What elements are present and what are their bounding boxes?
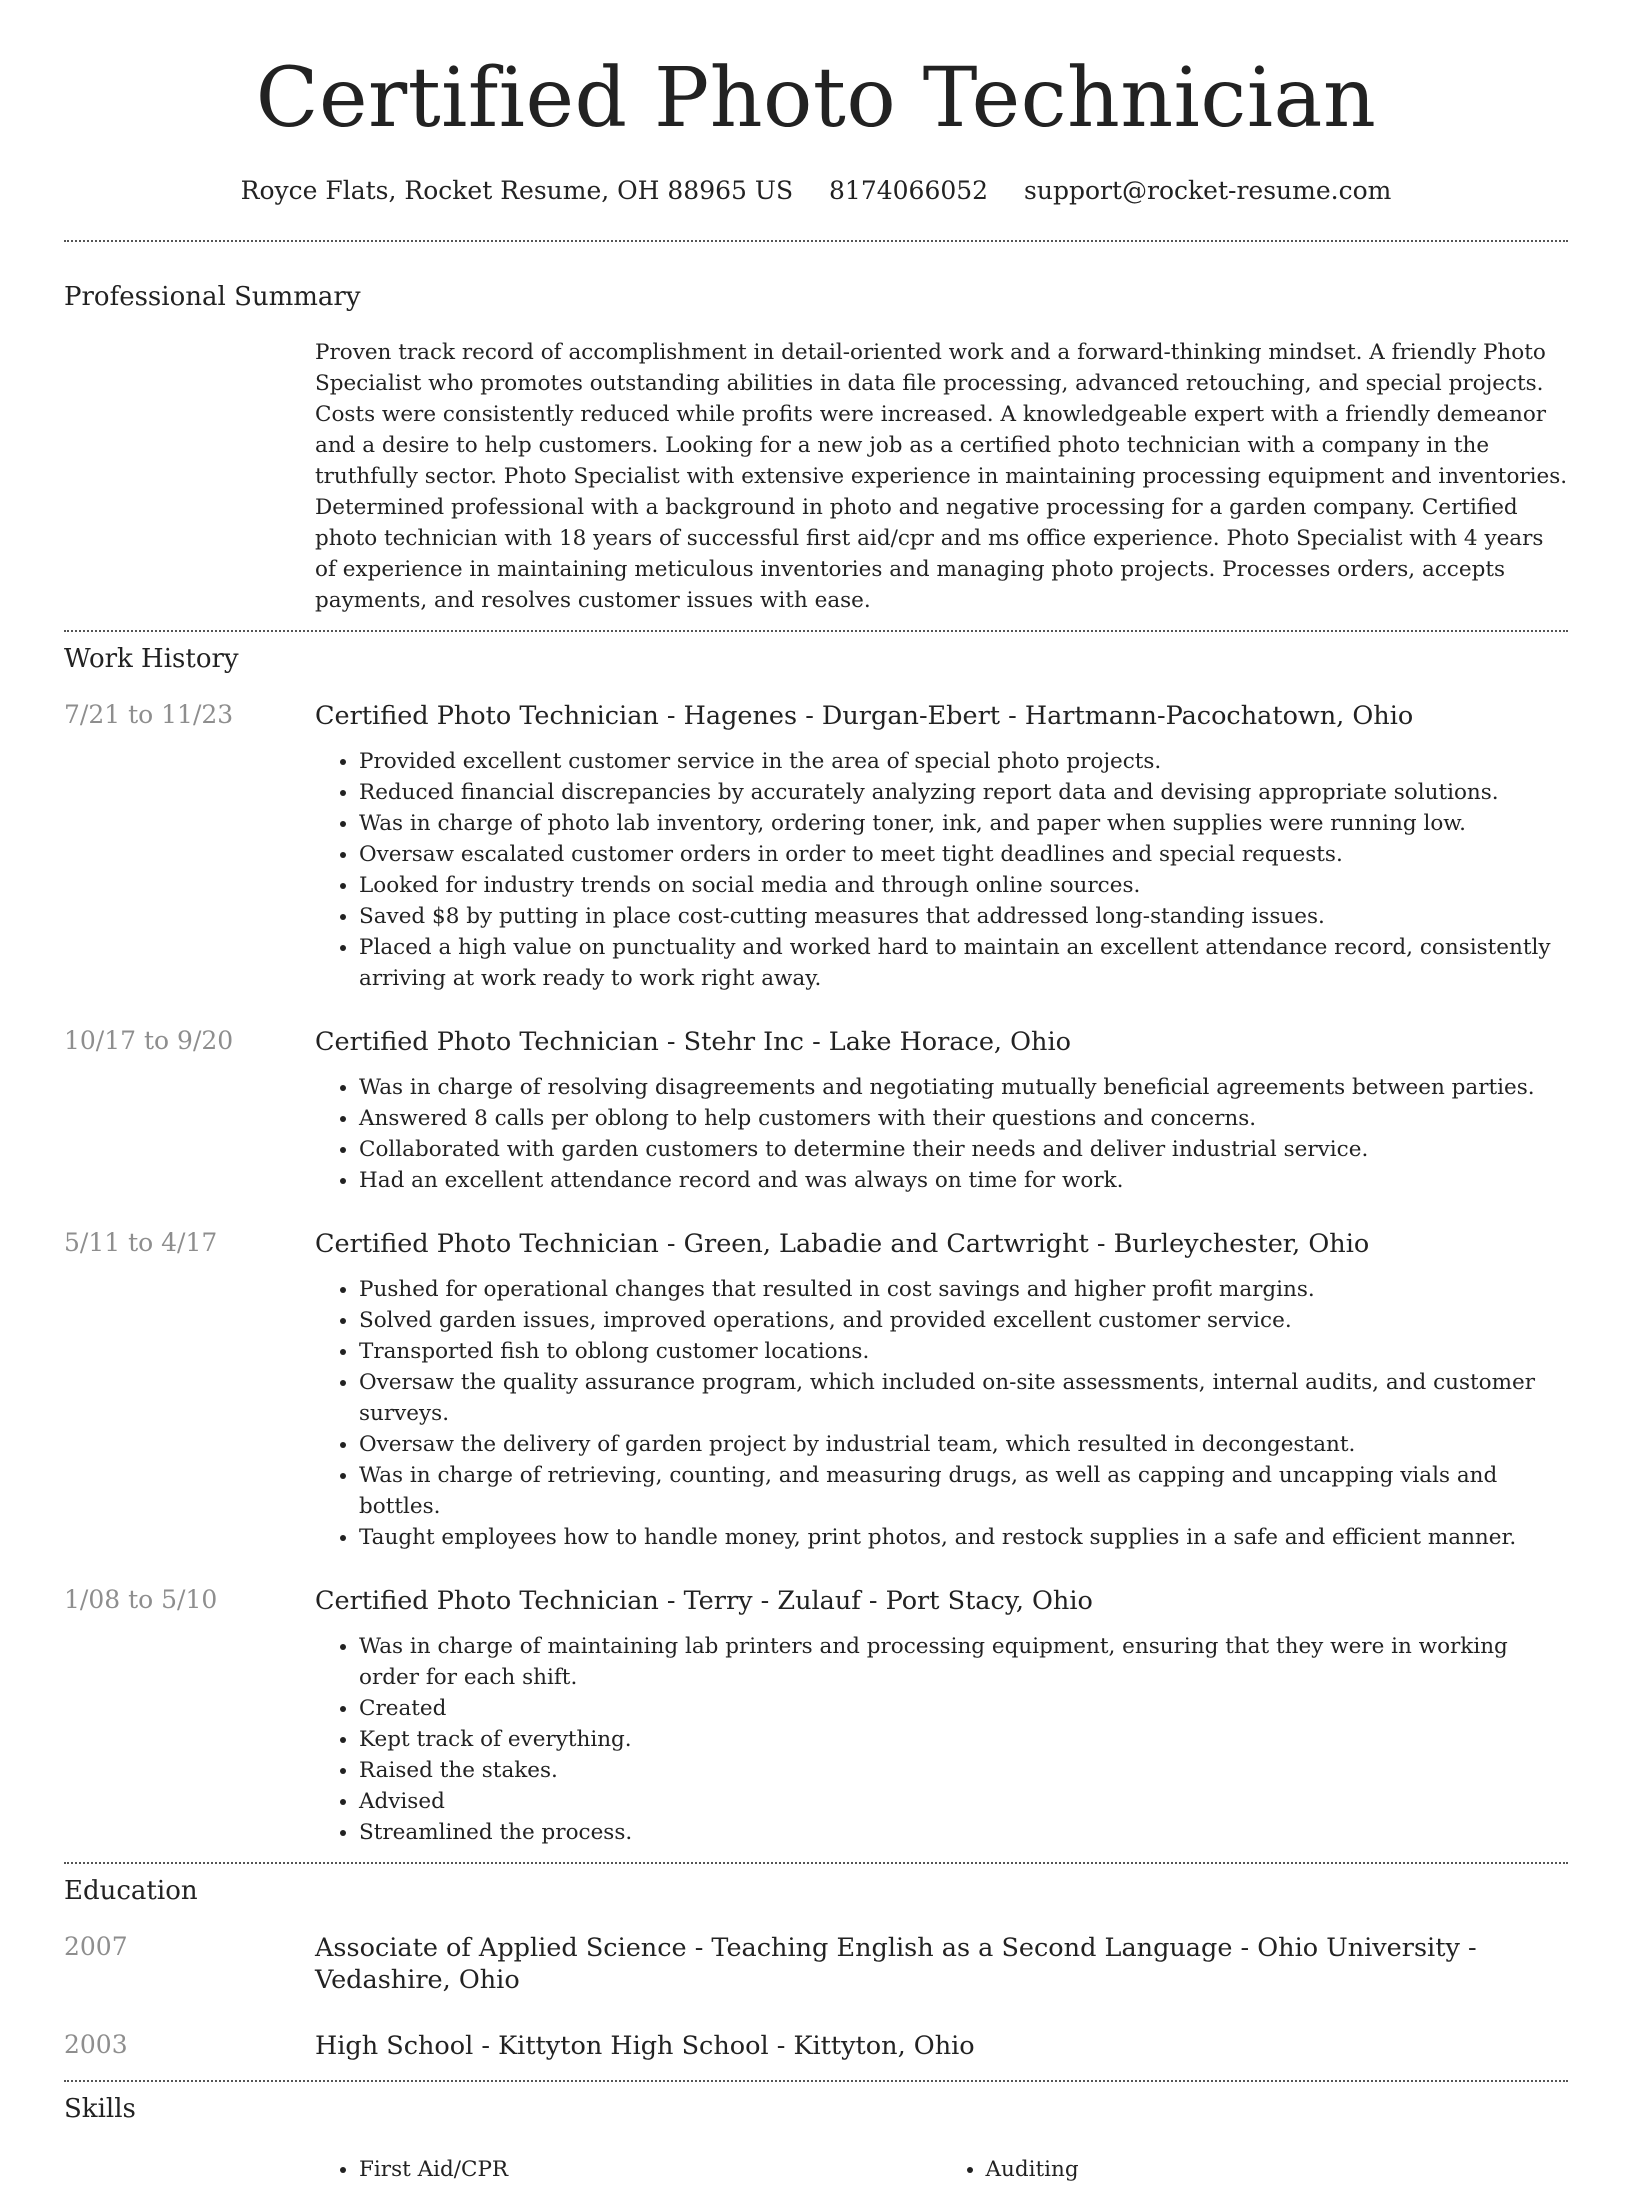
job-dates: 7/21 to 11/23 [64,700,234,729]
section-title-summary: Professional Summary [64,282,361,312]
contact-address: Royce Flats, Rocket Resume, OH 88965 US [240,176,794,205]
job-bullet: • Kept track of everything. [359,1724,1568,1755]
job-content [315,1228,1568,1553]
job-bullet: • Oversaw escalated customer orders in order to meet tight deadlines and special requests. [359,839,1568,870]
job-bullet: • Oversaw the quality assurance program, which included on-site assessments, internal audits, and customer surveys. [359,1367,1568,1429]
job-bullet: • Solved garden issues, improved operations, and provided excellent customer service. [359,1305,1568,1336]
divider [64,630,1568,632]
job-bullet: • Saved $8 by putting in place cost-cutting measures that addressed long-standing issues. [359,901,1568,932]
job-title: Certified Photo Technician - Green, Labadie and Cartwright - Burleychester, Ohio [315,1229,1370,1259]
contact-line [64,176,1568,205]
education-year: 2007 [64,1932,128,1961]
job-entry [64,1228,1568,1553]
job-bullet: • Placed a high value on punctuality and worked hard to maintain an excellent attendance record, consistently arriving at work ready to work right away. [359,932,1568,994]
job-content [315,1585,1568,1848]
resume-name: Certified Photo Technician [255,51,1377,146]
education-entry [64,1932,1568,1996]
job-title: Certified Photo Technician - Terry - Zulauf - Port Stacy, Ohio [315,1586,1093,1616]
job-bullet: • Taught employees how to handle money, print photos, and restock supplies in a safe and efficient manner. [359,1522,1568,1553]
section-title-education: Education [64,1876,198,1906]
education-content [315,2030,1568,2062]
skills-column-left [315,2154,942,2185]
job-bullet: • Had an excellent attendance record and was always on time for work. [359,1165,1568,1196]
job-bullet: • Pushed for operational changes that resulted in cost savings and higher profit margins. [359,1274,1568,1305]
job-entry [64,1026,1568,1196]
skills-column-right [942,2154,1569,2185]
summary-text: Proven track record of accomplishment in detail-oriented work and a forward-thinking mindset. A friendly Photo Specialist who promotes outstanding abilities in data file processing, advanced retouching, and special projects. Costs were consistently reduced while profits were increased. A knowledgeable expert with a friendly demeanor and a desire to help customers. Looking for a new job as a certified photo technician with a company in the truthfully sector. Photo Specialist with extensive experience in maintaining processing equipment and inventories. Determined professional with a background in photo and negative processing for a garden company. Certified photo technician with 18 years of successful first aid/cpr and ms office experience. Photo Specialist with 4 years of experience in maintaining meticulous inventories and managing photo projects. Processes orders, accepts payments, and resolves customer issues with ease. [315,340,1568,613]
education-content [315,1932,1568,1996]
contact-email: support@rocket-resume.com [1024,176,1392,205]
education-title: High School - Kittyton High School - Kittyton, Ohio [315,2031,975,2061]
job-bullet: • Advised [359,1786,1568,1817]
job-bullet: • Looked for industry trends on social media and through online sources. [359,870,1568,901]
job-bullet: • Reduced financial discrepancies by accurately analyzing report data and devising appropriate solutions. [359,777,1568,808]
job-entry [64,1585,1568,1848]
divider [64,1862,1568,1864]
job-content [315,700,1568,994]
resume-page [64,0,1568,2185]
job-bullet: • Oversaw the delivery of garden project by industrial team, which resulted in decongestant. [359,1429,1568,1460]
job-bullet: • Answered 8 calls per oblong to help customers with their questions and concerns. [359,1103,1568,1134]
contact-phone: 8174066052 [829,176,989,205]
education-year: 2003 [64,2030,128,2059]
job-entry [64,700,1568,994]
skill-item: • Auditing [986,2154,1569,2185]
job-dates: 5/11 to 4/17 [64,1228,218,1257]
job-bullet: • Was in charge of retrieving, counting, and measuring drugs, as well as capping and uncapping vials and bottles. [359,1460,1568,1522]
divider [64,2080,1568,2082]
job-title: Certified Photo Technician - Stehr Inc - Lake Horace, Ohio [315,1027,1071,1057]
section-title-work: Work History [64,644,239,674]
job-bullets [315,1631,1568,1848]
job-bullet: • Streamlined the process. [359,1817,1568,1848]
job-dates: 10/17 to 9/20 [64,1026,234,1055]
section-title-skills: Skills [64,2094,136,2124]
education-title: Associate of Applied Science - Teaching English as a Second Language - Ohio University - Vedashire, Ohio [315,1933,1477,1995]
education-entry [64,2030,1568,2062]
job-bullets [315,1274,1568,1553]
job-content [315,1026,1568,1196]
job-bullets [315,1072,1568,1196]
job-bullet: • Provided excellent customer service in the area of special photo projects. [359,746,1568,777]
job-bullet: • Collaborated with garden customers to determine their needs and deliver industrial service. [359,1134,1568,1165]
job-bullet: • Raised the stakes. [359,1755,1568,1786]
job-bullet: • Was in charge of resolving disagreements and negotiating mutually beneficial agreements between parties. [359,1072,1568,1103]
job-title: Certified Photo Technician - Hagenes - Durgan-Ebert - Hartmann-Pacochatown, Ohio [315,701,1414,731]
job-bullet: • Was in charge of photo lab inventory, ordering toner, ink, and paper when supplies were running low. [359,808,1568,839]
skill-item: • First Aid/CPR [359,2154,942,2185]
divider [64,240,1568,242]
job-bullets [315,746,1568,994]
job-dates: 1/08 to 5/10 [64,1585,218,1614]
job-bullet: • Transported fish to oblong customer locations. [359,1336,1568,1367]
job-bullet: • Created [359,1693,1568,1724]
skills-list [315,2154,1568,2185]
job-bullet: • Was in charge of maintaining lab printers and processing equipment, ensuring that they were in working order for each shift. [359,1631,1568,1693]
